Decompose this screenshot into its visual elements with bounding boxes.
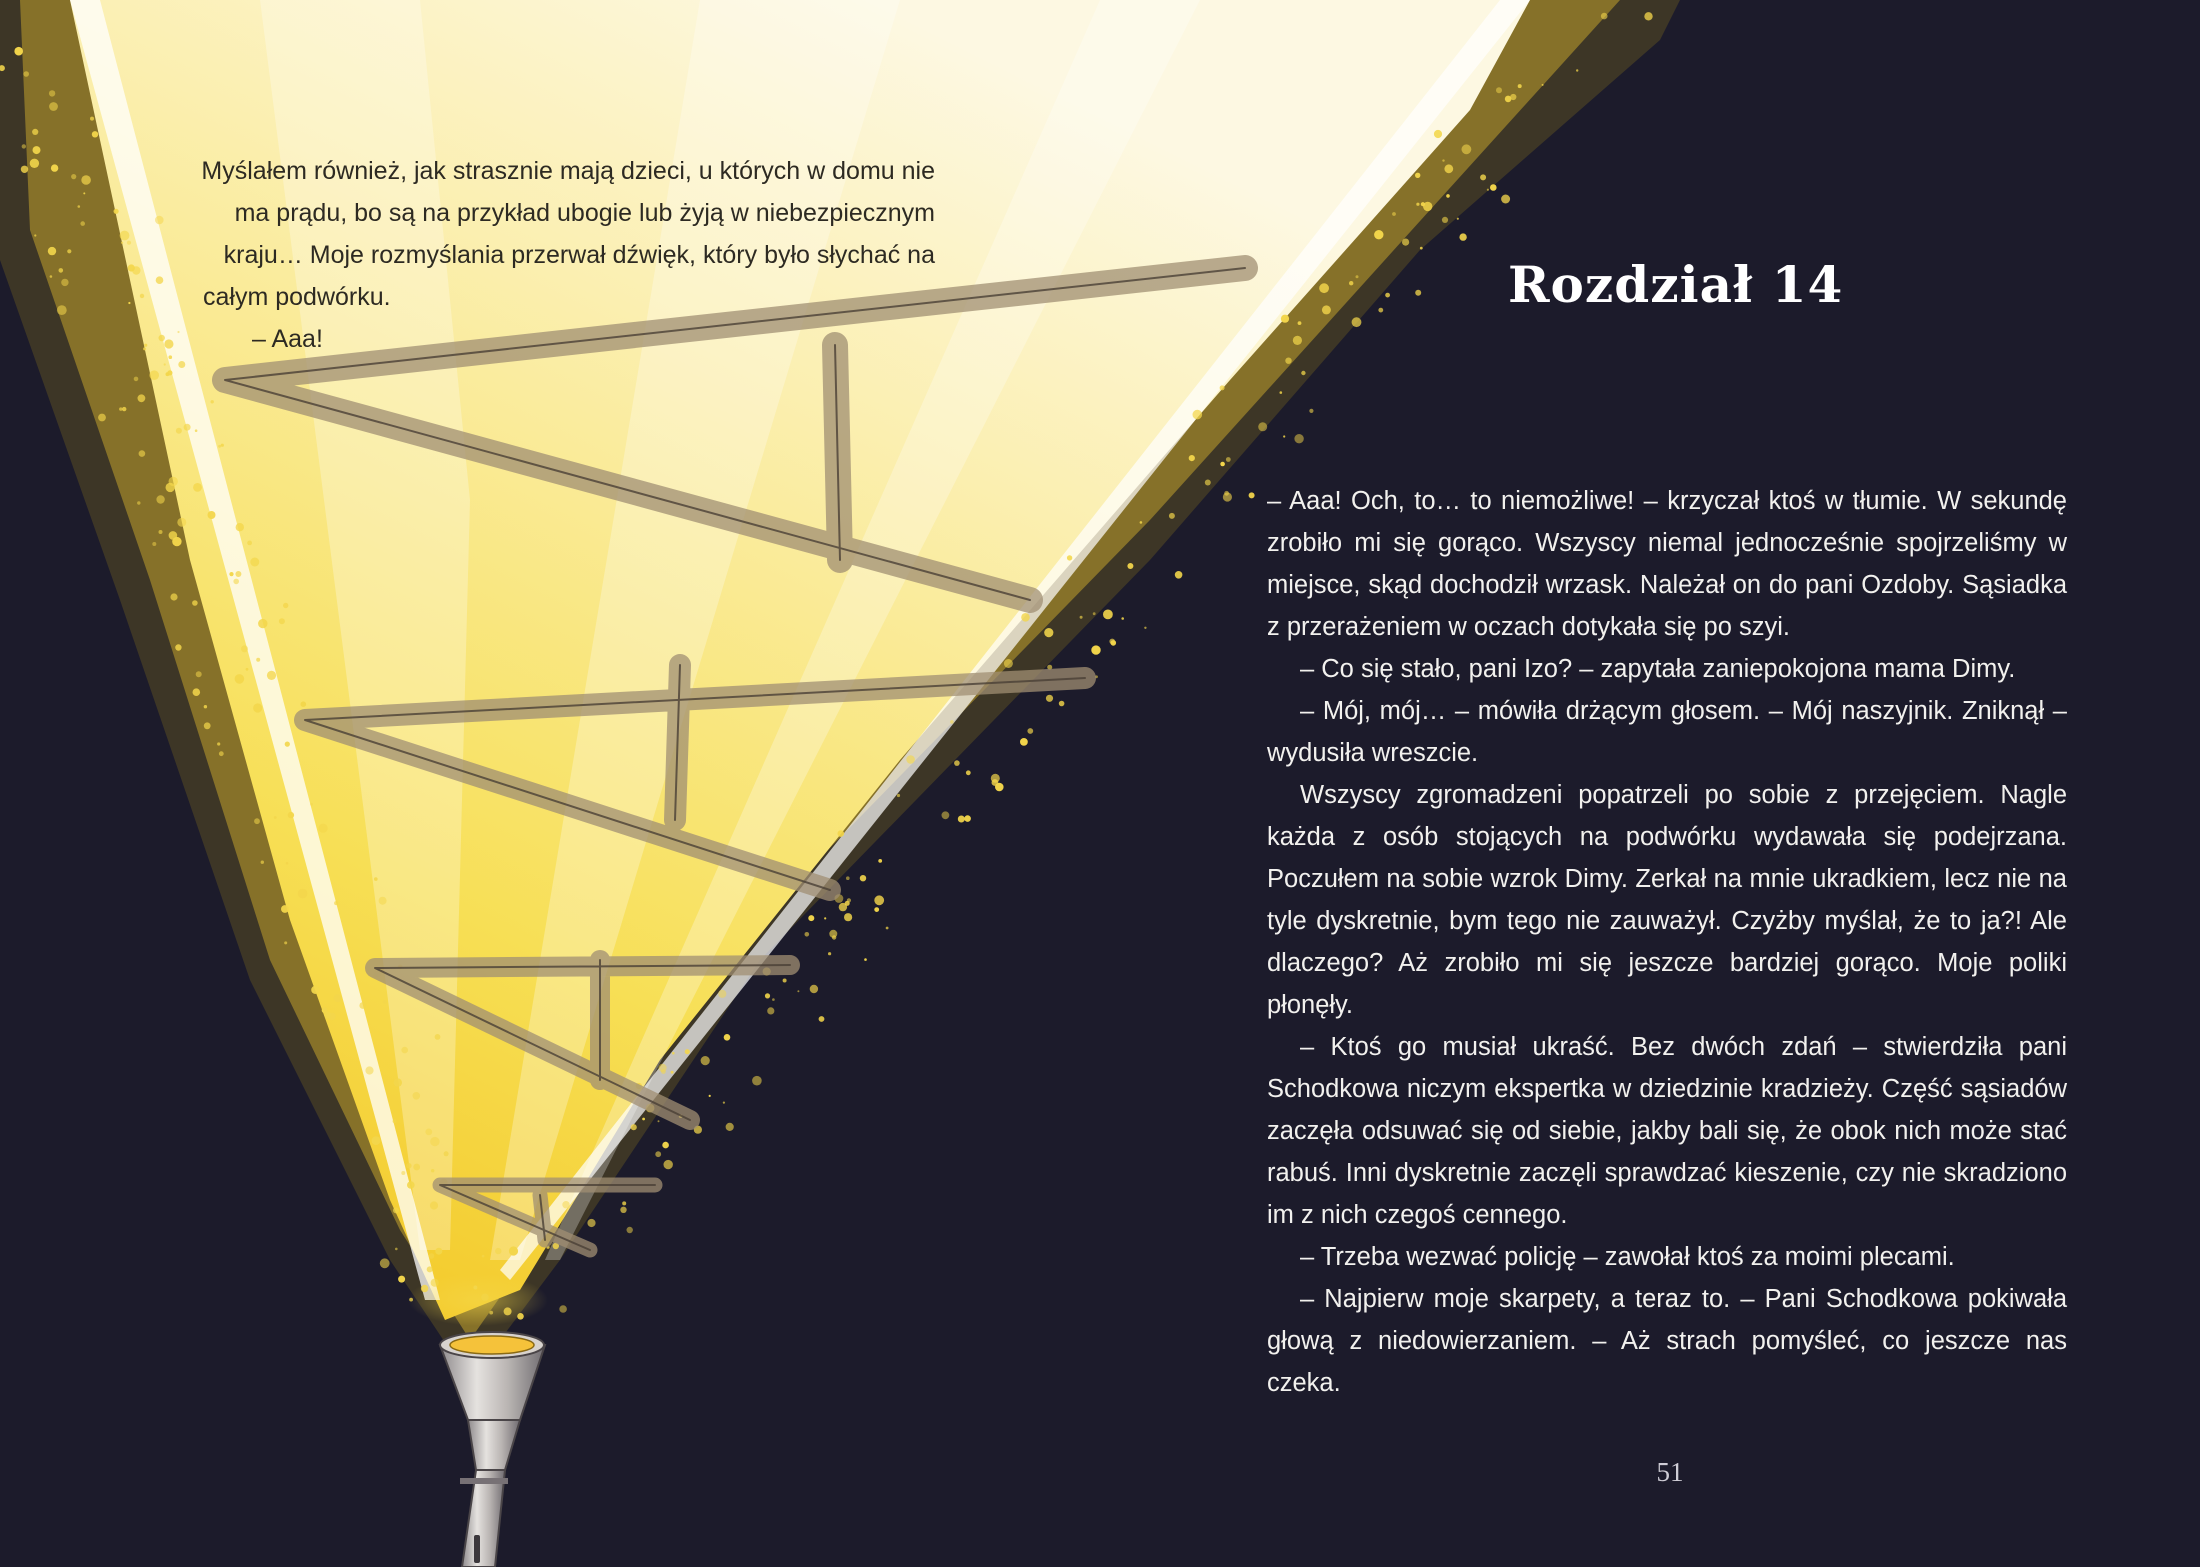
sparkle-dot bbox=[175, 644, 181, 650]
sparkle-dot bbox=[241, 645, 248, 652]
sparkle-dot bbox=[149, 370, 159, 380]
sparkle-dot bbox=[235, 571, 241, 577]
sparkle-dot bbox=[90, 117, 94, 121]
sparkle-dot bbox=[221, 444, 224, 447]
chapter-body bbox=[1267, 480, 2067, 1404]
sparkle-dot bbox=[380, 1258, 390, 1268]
sparkle-dot bbox=[844, 913, 852, 921]
sparkle-dot bbox=[435, 1034, 441, 1040]
sparkle-dot bbox=[1285, 358, 1291, 364]
sparkle-dot bbox=[1423, 202, 1432, 211]
sparkle-dot bbox=[431, 1169, 434, 1172]
sparkle-dot bbox=[1091, 645, 1100, 654]
sparkle-dot bbox=[32, 129, 38, 135]
sparkle-dot bbox=[407, 1181, 415, 1189]
sparkle-dot bbox=[819, 1016, 825, 1022]
sparkle-dot bbox=[236, 523, 244, 531]
sparkle-dot bbox=[1169, 513, 1175, 519]
sparkle-dot bbox=[832, 935, 836, 939]
sparkle-dot bbox=[152, 542, 156, 546]
sparkle-dot bbox=[1459, 233, 1466, 240]
sparkle-dot bbox=[1374, 230, 1383, 239]
body-paragraph: – Co się stało, pani Izo? – zapytała zaniepokojona mama Dimy. bbox=[1300, 655, 2016, 683]
sparkle-dot bbox=[14, 47, 23, 56]
sparkle-dot bbox=[1349, 281, 1353, 285]
sparkle-dot bbox=[1601, 13, 1608, 20]
sparkle-dot bbox=[310, 803, 313, 806]
sparkle-dot bbox=[253, 703, 262, 712]
sparkle-dot bbox=[1434, 130, 1442, 138]
sparkle-dot bbox=[393, 1119, 397, 1123]
sparkle-dot bbox=[966, 770, 971, 775]
sparkle-dot bbox=[435, 1248, 442, 1255]
sparkle-dot bbox=[23, 71, 29, 77]
sparkle-dot bbox=[1220, 385, 1225, 390]
sparkle-dot bbox=[235, 674, 245, 684]
sparkle-dot bbox=[119, 407, 122, 410]
sparkle-dot bbox=[1226, 457, 1231, 462]
sparkle-dot bbox=[627, 1227, 633, 1233]
sparkle-dot bbox=[839, 903, 847, 911]
sparkle-dot bbox=[991, 774, 1000, 783]
sparkle-dot bbox=[726, 1123, 734, 1131]
sparkle-dot bbox=[372, 1136, 381, 1145]
sparkle-dot bbox=[196, 671, 202, 677]
left-text-line: Myślałem również, jak strasznie mają dzieci, u których w domu nie bbox=[201, 157, 935, 185]
body-paragraph: – Mój, mój… – mówiła drżącym głosem. – Mój naszyjnik. Zniknął – wydusiła wreszcie. bbox=[1267, 697, 2067, 767]
sparkle-dot bbox=[137, 501, 140, 504]
sparkle-dot bbox=[1205, 480, 1211, 486]
sparkle-dot bbox=[267, 671, 276, 680]
sparkle-dot bbox=[1392, 212, 1396, 216]
sparkle-dot bbox=[208, 511, 216, 519]
chapter-title: Rozdział 14 bbox=[1508, 255, 1844, 314]
sparkle-dot bbox=[672, 1052, 675, 1055]
sparkle-dot bbox=[217, 742, 220, 745]
sparkle-dot bbox=[166, 483, 175, 492]
sparkle-dot bbox=[1044, 628, 1053, 637]
sparkle-dot bbox=[1487, 189, 1489, 191]
sparkle-dot bbox=[374, 877, 378, 881]
sparkle-dot bbox=[1144, 627, 1146, 629]
left-text-line: całym podwórku. bbox=[203, 283, 391, 311]
sparkle-dot bbox=[828, 952, 831, 955]
sparkle-dot bbox=[49, 102, 58, 111]
sparkle-dot bbox=[178, 361, 185, 368]
sparkle-dot bbox=[1510, 94, 1516, 100]
sparkle-dot bbox=[1004, 659, 1013, 668]
sparkle-dot bbox=[394, 1078, 402, 1086]
sparkle-dot bbox=[413, 1164, 420, 1171]
sparkle-dot bbox=[1258, 422, 1267, 431]
sparkle-dot bbox=[233, 579, 239, 585]
body-paragraph: – Aaa! Och, to… to niemożliwe! – krzyczał ktoś w tłumie. W sekundę zrobiło mi się gorąco. Wszyscy niemal jednocześnie spojrzeliśmy w miejsce, skąd dochodził wrzask. Należał on do pani Ozdoby. Sąsiadka z przerażeniem w oczach dotykała się po szyi. bbox=[1267, 487, 2067, 641]
sparkle-dot bbox=[1294, 434, 1303, 443]
sparkle-dot bbox=[1298, 321, 1302, 325]
sparkle-dot bbox=[172, 537, 181, 546]
sparkle-dot bbox=[1378, 308, 1383, 313]
sparkle-dot bbox=[425, 1129, 432, 1136]
sparkle-dot bbox=[860, 875, 866, 881]
sparkle-dot bbox=[685, 1049, 690, 1054]
sparkle-dot bbox=[184, 424, 191, 431]
sparkle-dot bbox=[1021, 613, 1030, 622]
sparkle-dot bbox=[284, 941, 287, 944]
sparkle-dot bbox=[642, 1118, 645, 1121]
sparkle-dot bbox=[1446, 194, 1450, 198]
sparkle-dot bbox=[1175, 571, 1183, 579]
sparkle-dot bbox=[311, 986, 319, 994]
sparkle-dot bbox=[631, 1124, 637, 1130]
sparkle-dot bbox=[49, 90, 55, 96]
sparkle-dot bbox=[1542, 84, 1544, 86]
sparkle-dot bbox=[1140, 521, 1143, 524]
sparkle-dot bbox=[1416, 203, 1419, 206]
body-paragraph: – Trzeba wezwać policję – zawołał ktoś za moimi plecami. bbox=[1300, 1243, 1955, 1271]
left-text-dialogue: – Aaa! bbox=[252, 325, 323, 353]
sparkle-dot bbox=[664, 1160, 673, 1169]
sparkle-dot bbox=[274, 816, 277, 819]
sparkle-dot bbox=[1415, 173, 1420, 178]
sparkle-dot bbox=[319, 824, 328, 833]
sparkle-dot bbox=[783, 979, 787, 983]
sparkle-dot bbox=[1352, 317, 1362, 327]
sparkle-dot bbox=[177, 518, 186, 527]
sparkle-dot bbox=[1322, 305, 1331, 314]
sparkle-dot bbox=[1356, 275, 1359, 278]
sparkle-dot bbox=[219, 751, 224, 756]
sparkle-dot bbox=[1576, 69, 1578, 71]
page-number: 51 bbox=[1656, 1457, 1684, 1487]
sparkle-dot bbox=[1249, 492, 1255, 498]
sparkle-dot bbox=[398, 1276, 405, 1283]
sparkle-dot bbox=[665, 1142, 667, 1144]
sparkle-dot bbox=[1046, 695, 1053, 702]
sparkle-dot bbox=[401, 1171, 405, 1175]
sparkle-dot bbox=[288, 812, 294, 818]
sparkle-dot bbox=[805, 932, 810, 937]
sparkle-dot bbox=[658, 1120, 660, 1122]
sparkle-dot bbox=[1027, 728, 1033, 734]
sparkle-dot bbox=[1385, 293, 1390, 298]
sparkle-dot bbox=[170, 593, 177, 600]
sparkle-dot bbox=[176, 428, 182, 434]
sparkle-dot bbox=[427, 1266, 433, 1272]
sparkle-dot bbox=[166, 372, 170, 376]
sparkle-dot bbox=[752, 1076, 762, 1086]
left-text-line: ma prądu, bo są na przykład ubogie lub żyją w niebezpiecznym bbox=[234, 199, 935, 227]
body-paragraph: Wszyscy zgromadzeni popatrzeli po sobie z przejęciem. Nagle każda z osób stojących na podwórku wydawała się podejrzana. Poczułem na sobie wzrok Dimy. Zerkał na mnie ukradkiem, lecz nie na tyle dyskretnie, bym tego nie zauważył. Czyżby myślał, że to ja?! Ale dlaczego? Aż zrobiło mi się jeszcze bardziej gorąco. Moje poliki płonęły. bbox=[1267, 781, 2067, 1019]
sparkle-dot bbox=[1518, 84, 1522, 88]
sparkle-dot bbox=[1496, 87, 1502, 93]
sparkle-dot bbox=[406, 1163, 411, 1168]
sparkle-dot bbox=[942, 811, 950, 819]
sparkle-dot bbox=[379, 897, 387, 905]
sparkle-dot bbox=[1059, 701, 1065, 707]
sparkle-dot bbox=[413, 1092, 421, 1100]
sparkle-dot bbox=[430, 1137, 439, 1146]
sparkle-dot bbox=[92, 131, 98, 137]
sparkle-dot bbox=[1457, 218, 1459, 220]
sparkle-dot bbox=[509, 1246, 518, 1255]
sparkle-dot bbox=[283, 603, 288, 608]
sparkle-dot bbox=[874, 907, 879, 912]
sparkle-dot bbox=[958, 816, 965, 823]
sparkle-dot bbox=[1080, 616, 1083, 619]
sparkle-dot bbox=[765, 993, 770, 998]
sparkle-dot bbox=[401, 1047, 408, 1054]
sparkle-dot bbox=[139, 450, 146, 457]
sparkle-dot bbox=[1644, 12, 1652, 20]
sparkle-dot bbox=[164, 363, 166, 365]
sparkle-dot bbox=[1490, 184, 1497, 191]
sparkle-dot bbox=[864, 958, 867, 961]
sparkle-dot bbox=[322, 1007, 328, 1013]
sparkle-dot bbox=[281, 905, 289, 913]
sparkle-dot bbox=[1293, 336, 1302, 345]
sparkle-dot bbox=[1415, 290, 1421, 296]
sparkle-dot bbox=[709, 1095, 711, 1097]
sparkle-dot bbox=[1220, 462, 1225, 467]
sparkle-dot bbox=[134, 377, 139, 382]
left-page-text bbox=[0, 150, 935, 360]
sparkle-dot bbox=[258, 619, 267, 628]
sparkle-dot bbox=[1420, 247, 1423, 250]
sparkle-dot bbox=[897, 794, 900, 797]
sparkle-dot bbox=[906, 755, 915, 764]
sparkle-dot bbox=[1103, 610, 1113, 620]
sparkle-dot bbox=[1462, 144, 1472, 154]
sparkle-dot bbox=[964, 815, 971, 822]
sparkle-dot bbox=[701, 1056, 710, 1065]
sparkle-dot bbox=[671, 1071, 674, 1074]
sparkle-dot bbox=[285, 742, 290, 747]
sparkle-dot bbox=[886, 927, 889, 930]
sparkle-dot bbox=[359, 1002, 366, 1009]
sparkle-dot bbox=[874, 895, 884, 905]
sparkle-dot bbox=[1067, 555, 1072, 560]
body-paragraph: – Najpierw moje skarpety, a teraz to. – Pani Schodkowa pokiwała głową z niedowierzaniem. – Aż strach pomyśleć, co jeszcze nas czeka. bbox=[1267, 1285, 2067, 1397]
sparkle-dot bbox=[229, 572, 233, 576]
sparkle-dot bbox=[810, 985, 818, 993]
sparkle-dot bbox=[482, 1255, 485, 1258]
sparkle-dot bbox=[193, 688, 201, 696]
sparkle-dot bbox=[495, 1248, 501, 1254]
sparkle-dot bbox=[1501, 195, 1510, 204]
sparkle-dot bbox=[430, 1201, 438, 1209]
sparkle-dot bbox=[1402, 239, 1409, 246]
sparkle-dot bbox=[334, 994, 342, 1002]
sparkle-dot bbox=[1480, 174, 1486, 180]
sparkle-dot bbox=[122, 407, 126, 411]
sparkle-dot bbox=[718, 990, 726, 998]
sparkle-dot bbox=[22, 144, 26, 148]
sparkle-dot bbox=[1283, 435, 1285, 437]
sparkle-dot bbox=[393, 1207, 399, 1213]
sparkle-dot bbox=[1301, 371, 1305, 375]
sparkle-dot bbox=[247, 541, 252, 546]
sparkle-dot bbox=[797, 990, 799, 992]
sparkle-dot bbox=[824, 917, 826, 919]
sparkle-dot bbox=[195, 429, 198, 432]
sparkle-dot bbox=[98, 414, 106, 422]
sparkle-dot bbox=[622, 1201, 626, 1205]
sparkle-dot bbox=[1442, 159, 1444, 161]
sparkle-dot bbox=[204, 722, 211, 729]
sparkle-dot bbox=[211, 400, 214, 403]
sparkle-dot bbox=[159, 530, 163, 534]
sparkle-dot bbox=[562, 1201, 569, 1208]
sparkle-dot bbox=[298, 889, 308, 899]
sparkle-dot bbox=[204, 705, 207, 708]
sparkle-dot bbox=[1280, 391, 1283, 394]
sparkle-dot bbox=[279, 618, 285, 624]
sparkle-dot bbox=[846, 876, 850, 880]
sparkle-dot bbox=[286, 862, 289, 865]
sparkle-dot bbox=[587, 1219, 595, 1227]
sparkle-dot bbox=[429, 1253, 435, 1259]
sparkle-dot bbox=[847, 898, 851, 902]
sparkle-dot bbox=[1109, 639, 1115, 645]
sparkle-dot bbox=[808, 915, 814, 921]
sparkle-dot bbox=[954, 760, 960, 766]
sparkle-dot bbox=[218, 445, 221, 448]
sparkle-dot bbox=[838, 830, 845, 837]
sparkle-dot bbox=[659, 1064, 667, 1072]
sparkle-dot bbox=[723, 1102, 725, 1104]
sparkle-dot bbox=[1121, 617, 1124, 620]
sparkle-dot bbox=[256, 658, 260, 662]
sparkle-dot bbox=[1193, 410, 1203, 420]
sparkle-dot bbox=[1127, 563, 1133, 569]
sparkle-dot bbox=[138, 394, 146, 402]
sparkle-dot bbox=[250, 558, 259, 567]
sparkle-dot bbox=[301, 701, 307, 707]
sparkle-dot bbox=[261, 861, 264, 864]
sparkle-dot bbox=[156, 495, 164, 503]
sparkle-dot bbox=[559, 1305, 567, 1313]
sparkle-dot bbox=[878, 859, 882, 863]
sparkle-dot bbox=[767, 1007, 774, 1014]
body-paragraph: – Ktoś go musiał ukraść. Bez dwóch zdań – stwierdziła pani Schodkowa niczym ekspertka w dziedzinie kradzieży. Część sąsiadów zaczęła odsuwać się od siebie, jakby bali się, że obok nich może stać rabuś. Inni dyskretnie zaczęli sprawdzać kieszenie, czy nie skradziono im z nich czegoś cennego. bbox=[1267, 1033, 2067, 1229]
sparkle-dot bbox=[1444, 164, 1453, 173]
sparkle-dot bbox=[620, 1207, 626, 1213]
sparkle-dot bbox=[724, 1034, 731, 1041]
sparkle-dot bbox=[1442, 217, 1448, 223]
sparkle-dot bbox=[1309, 409, 1313, 413]
sparkle-dot bbox=[334, 901, 338, 905]
sparkle-dot bbox=[444, 1151, 449, 1156]
flashlight-icon bbox=[408, 1274, 548, 1567]
sparkle-dot bbox=[254, 818, 260, 824]
sparkle-dot bbox=[365, 1066, 373, 1074]
sparkle-dot bbox=[772, 998, 775, 1001]
sparkle-dot bbox=[192, 600, 198, 606]
sparkle-dot bbox=[383, 1000, 387, 1004]
left-text-line: kraju… Moje rozmyślania przerwał dźwięk, który było słychać na bbox=[223, 241, 935, 269]
sparkle-dot bbox=[1189, 455, 1195, 461]
sparkle-dot bbox=[395, 1248, 398, 1251]
sparkle-dot bbox=[1020, 738, 1028, 746]
sparkle-dot bbox=[246, 668, 249, 671]
sparkle-dot bbox=[1319, 283, 1329, 293]
sparkle-dot bbox=[193, 483, 202, 492]
sparkle-dot bbox=[655, 1151, 661, 1157]
sparkle-dot bbox=[1281, 315, 1289, 323]
sparkle-dot bbox=[950, 720, 954, 724]
sparkle-dot bbox=[1224, 491, 1229, 496]
sparkle-dot bbox=[1093, 612, 1096, 615]
